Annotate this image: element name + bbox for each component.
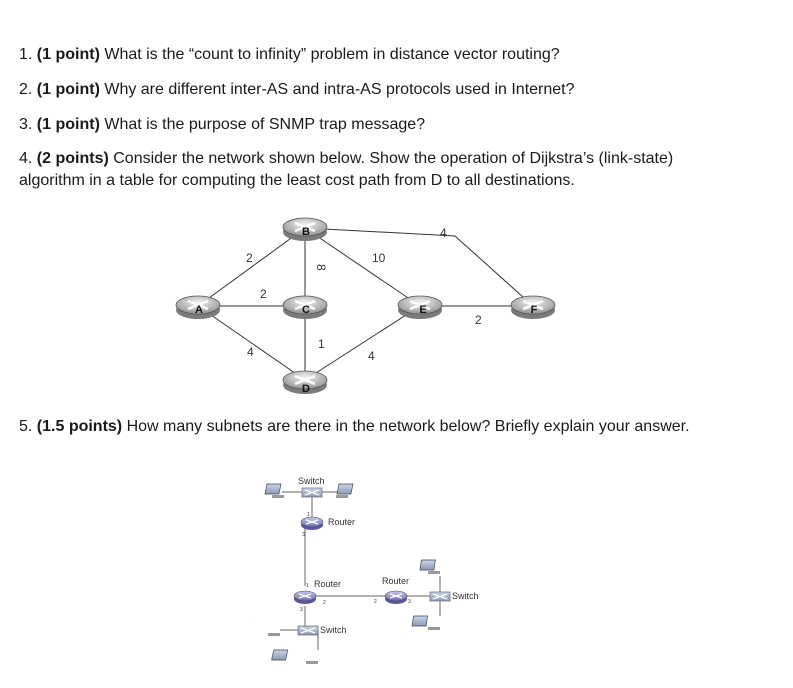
question-text: How many subnets are there in the network below? Briefly explain your answer. xyxy=(122,418,690,435)
question-1 xyxy=(19,44,759,66)
cost-b-c: 8 xyxy=(314,264,328,271)
port-label: 2 xyxy=(374,599,377,605)
port-label: 3 xyxy=(300,607,303,613)
host-computer xyxy=(265,484,284,498)
host-computer xyxy=(272,650,318,664)
host-computer xyxy=(250,622,280,636)
question-4 xyxy=(19,148,719,192)
node-a xyxy=(176,296,220,319)
cost-c-d: 1 xyxy=(318,337,325,351)
cost-a-b: 2 xyxy=(246,251,253,265)
router-right-label: Router xyxy=(382,576,410,586)
node-label: B xyxy=(302,226,310,238)
switch-bottom-label: Switch xyxy=(320,625,347,635)
node-b xyxy=(283,218,327,241)
edge-a-b xyxy=(198,228,305,306)
port-label: 1 xyxy=(306,583,309,589)
port-label: 2 xyxy=(323,600,326,606)
cost-a-c: 2 xyxy=(260,287,267,301)
router-right xyxy=(385,591,407,604)
cost-d-e: 4 xyxy=(368,349,375,363)
cost-b-e: 10 xyxy=(372,251,386,265)
node-label: F xyxy=(530,304,538,316)
node-e xyxy=(398,296,442,319)
port-label: 1 xyxy=(307,512,310,518)
node-label: E xyxy=(419,304,427,316)
host-computer xyxy=(412,616,440,630)
question-points: (1 point) xyxy=(36,81,100,98)
question-3 xyxy=(19,114,759,136)
question-text: What is the “count to infinity” problem in distance vector routing? xyxy=(99,46,560,63)
network-graph xyxy=(150,200,590,400)
cost-a-d: 4 xyxy=(247,345,254,359)
node-d xyxy=(283,371,327,395)
router-left-label: Router xyxy=(314,579,342,589)
question-text: Consider the network shown below. Show the operation of Dijkstra’s (link-state) algorithm in a table for computing the least cost path from D to all destinations. xyxy=(19,150,674,189)
switch-right xyxy=(430,592,450,601)
node-c xyxy=(283,296,327,319)
question-text: Why are different inter-AS and intra-AS protocols used in Internet? xyxy=(99,81,575,98)
question-points: (1.5 points) xyxy=(36,418,123,435)
switch-bottom xyxy=(298,626,318,635)
question-number: 2. xyxy=(19,81,33,98)
question-points: (1 point) xyxy=(36,46,100,63)
question-number: 1. xyxy=(19,46,33,63)
node-label: D xyxy=(302,383,310,395)
cost-e-f: 2 xyxy=(475,313,482,327)
question-number: 3. xyxy=(19,116,33,133)
router-top-label: Router xyxy=(328,517,356,527)
host-computer xyxy=(336,484,353,498)
switch-top xyxy=(302,488,322,497)
cost-b-f: 4 xyxy=(440,226,447,240)
question-2 xyxy=(19,79,759,101)
question-number: 5. xyxy=(19,418,33,435)
node-label: C xyxy=(302,304,310,316)
question-5 xyxy=(19,416,719,438)
question-number: 4. xyxy=(19,150,33,167)
switch-top-label: Switch xyxy=(298,476,325,486)
router-left xyxy=(294,591,316,604)
question-points: (1 point) xyxy=(36,116,100,133)
switch-right-label: Switch xyxy=(452,591,479,601)
edge-b-f xyxy=(305,228,533,306)
node-label: A xyxy=(195,304,203,316)
router-top xyxy=(301,517,323,530)
question-points: (2 points) xyxy=(36,150,109,167)
question-text: What is the purpose of SNMP trap message? xyxy=(99,116,426,133)
edge-a-d xyxy=(198,306,305,380)
port-label: 3 xyxy=(302,532,305,538)
host-computer xyxy=(420,560,440,574)
port-label: 3 xyxy=(408,599,411,605)
subnet-diagram xyxy=(250,470,490,675)
node-f xyxy=(511,296,555,319)
